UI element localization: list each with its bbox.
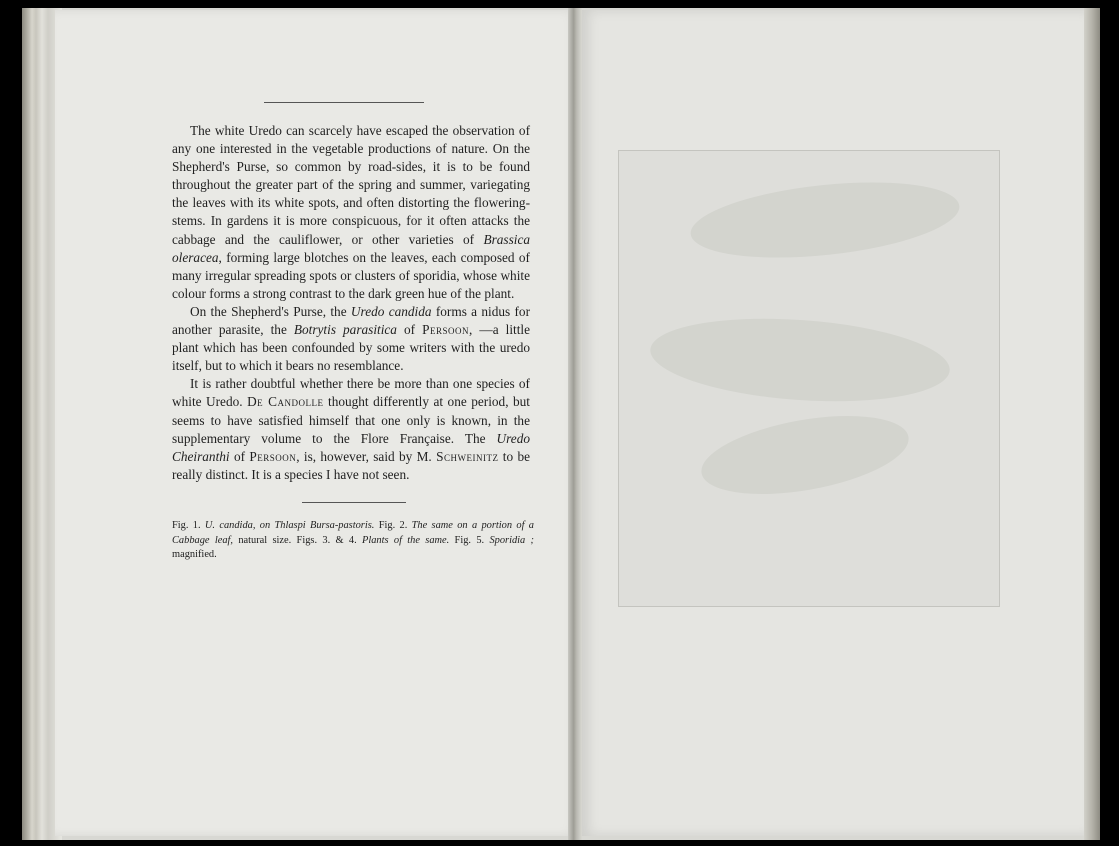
caption-fig1: Fig. 1. bbox=[172, 520, 205, 531]
body-text bbox=[172, 122, 530, 484]
p3-italic: Uredo Cheiranthi bbox=[172, 430, 530, 464]
p3-text-c: of bbox=[229, 448, 250, 464]
p3-text-e: to be really distinct. It is a species I have not seen. bbox=[172, 448, 530, 482]
caption-fig2-italic: The same on a portion of a Cabbage leaf, bbox=[172, 520, 535, 546]
caption-fig5-italic: Sporidia ; bbox=[489, 534, 535, 546]
p2-italic-2: Botrytis parasitica bbox=[293, 322, 397, 338]
p3-text-a: It is rather doubtful whether there be more than one species of white Uredo. bbox=[172, 376, 530, 410]
p3-smallcaps-1: De Candolle bbox=[247, 394, 324, 410]
p2-text-c: of bbox=[396, 322, 423, 338]
p3-text-d: , is, however, said by M. bbox=[296, 448, 437, 464]
p1-text-a: The white Uredo can scarcely have escaped the observation of any one interested in the vegetable productions of nature. On the Shepherd's Purse, so common by road-sides, it is to be found throughout the greater part of the spring and summer, variegating the leaves with its white spots, and often distorting the flowering-stems. In gardens it is more conspicuous, for it often attacks the cabbage and the cauliflower, or other varieties of bbox=[172, 123, 530, 247]
paragraph-3 bbox=[172, 375, 530, 484]
header-rule bbox=[264, 102, 424, 103]
p2-smallcaps: Persoon bbox=[422, 322, 470, 338]
p1-text-b: , forming large blotches on the leaves, each composed of many irregular spreading spots or clusters of sporidia, whose white colour forms a strong contrast to the dark green hue of the plant. bbox=[172, 249, 530, 301]
p3-smallcaps-3: Schweinitz bbox=[436, 448, 499, 464]
p2-text-a: On the Shepherd's Purse, the bbox=[190, 303, 351, 319]
right-page-edges bbox=[1084, 8, 1100, 840]
caption-rule bbox=[302, 502, 406, 503]
paragraph-2 bbox=[172, 303, 530, 375]
p2-italic-1: Uredo candida bbox=[350, 303, 432, 319]
caption-fig5-text: magnified. bbox=[172, 549, 217, 561]
caption-fig34-italic: Plants of the same. bbox=[362, 534, 450, 546]
caption-fig1-italic: U. candida, on Thlaspi Bursa-pastoris. bbox=[204, 520, 375, 531]
p3-smallcaps-2: Persoon bbox=[249, 448, 297, 464]
figure-caption bbox=[172, 519, 534, 563]
caption-fig5: Fig. 5. bbox=[449, 534, 490, 546]
caption-fig2-text: natural size. Figs. 3. & 4. bbox=[233, 534, 362, 546]
p1-italic: Brassica oleracea bbox=[172, 231, 530, 265]
p2-text-b: forms a nidus for another parasite, the bbox=[172, 303, 530, 338]
p2-text-d: , —a little plant which has been confounded by some writers with the uredo itself, but to which it bears no resemblance. bbox=[172, 322, 530, 374]
caption-fig2: Fig. 2. bbox=[374, 520, 412, 531]
book-gutter bbox=[568, 8, 582, 840]
p3-text-b: thought differently at one period, but seems to have satisfied himself that one only is known, in the supplementary volume to the Flore Française. The bbox=[172, 394, 530, 446]
paragraph-1 bbox=[172, 122, 530, 303]
